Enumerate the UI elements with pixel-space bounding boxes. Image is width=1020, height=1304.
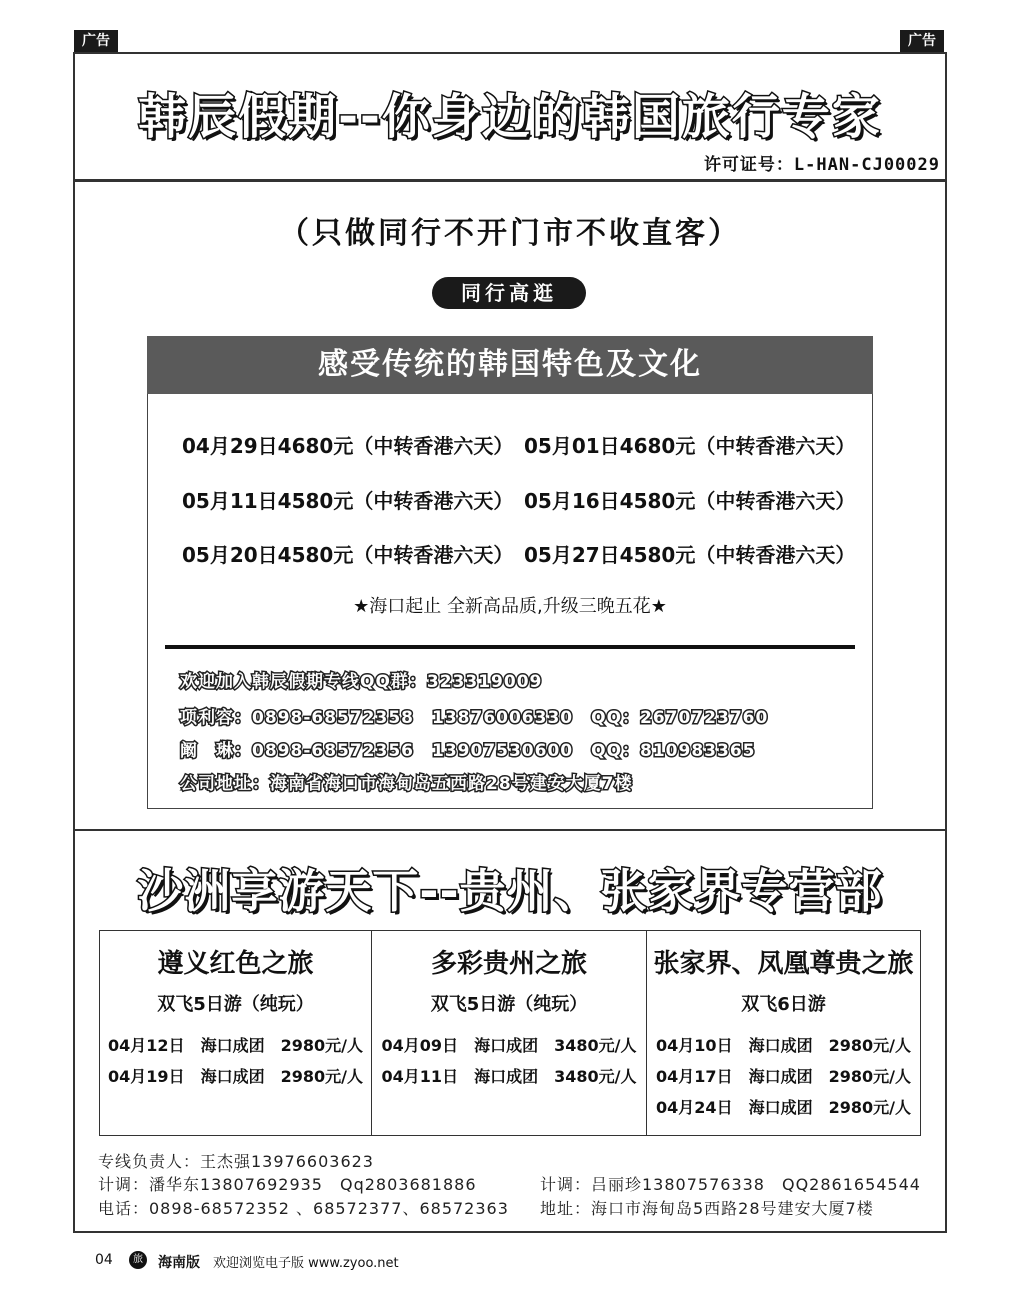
tour-row: 04月24日 海口成团 2980元/人 bbox=[656, 1098, 911, 1117]
tour-column bbox=[100, 931, 372, 1135]
tour-row: 04月19日 海口成团 2980元/人 bbox=[108, 1067, 363, 1086]
logo-icon: 旅 bbox=[129, 1251, 147, 1269]
departure-note: ★海口起止 全新高品质,升级三晚五花★ bbox=[353, 596, 667, 617]
tour-subtitle: 双飞6日游 bbox=[741, 994, 826, 1015]
box-divider bbox=[165, 645, 855, 649]
departure-item: 05月16日4580元（中转香港六天） bbox=[524, 489, 856, 513]
tour-row: 04月11日 海口成团 3480元/人 bbox=[381, 1067, 637, 1086]
departure-item: 05月27日4580元（中转香港六天） bbox=[524, 543, 856, 567]
slogan: （只做同行不开门市不收直客） bbox=[279, 216, 741, 251]
ad-tag-right: 广告 bbox=[900, 30, 944, 52]
contact-line: 项利容：0898-68572358 13876006330 QQ：2670723760 bbox=[180, 708, 769, 728]
phone-line: 电话：0898-68572352 、68572377、68572363 bbox=[98, 1199, 509, 1218]
address-line-bottom: 地址：海口市海甸岛5西路28号建安大厦7楼 bbox=[540, 1199, 874, 1218]
edition-label: 海南版 bbox=[158, 1255, 200, 1271]
section-divider bbox=[73, 829, 947, 831]
tour-name: 遵义红色之旅 bbox=[157, 949, 314, 979]
tour-row: 04月10日 海口成团 2980元/人 bbox=[656, 1036, 911, 1055]
contact-line: 阚 琳：0898-68572356 13907530600 QQ：810983365 bbox=[180, 741, 756, 761]
departure-item: 05月20日4580元（中转香港六天） bbox=[182, 543, 514, 567]
footer-url-text: 欢迎浏览电子版 www.zyoo.net bbox=[213, 1256, 399, 1271]
tours-table bbox=[99, 930, 921, 1136]
tour-name: 多彩贵州之旅 bbox=[430, 949, 587, 979]
address-line: 公司地址：海南省海口市海甸岛五西路28号建安大厦7楼 bbox=[180, 774, 633, 794]
badge-label: 同行高逛 bbox=[461, 281, 557, 305]
tour-row: 04月09日 海口成团 3480元/人 bbox=[381, 1036, 637, 1055]
departure-item: 05月01日4680元（中转香港六天） bbox=[524, 434, 856, 458]
page-number: 04 bbox=[95, 1252, 113, 1268]
planner-line-left: 计调：潘华东13807692935 Qq2803681886 bbox=[98, 1175, 477, 1194]
tour-row: 04月12日 海口成团 2980元/人 bbox=[108, 1036, 363, 1055]
tour-row: 04月17日 海口成团 2980元/人 bbox=[656, 1067, 911, 1086]
top-ad-title: 韩辰假期--你身边的韩国旅行专家 bbox=[138, 89, 882, 145]
tour-column bbox=[647, 931, 920, 1135]
planner-line-right: 计调：吕丽珍13807576338 QQ2861654544 bbox=[540, 1175, 921, 1194]
tour-subtitle: 双飞5日游（纯玩） bbox=[430, 994, 588, 1015]
departure-item: 04月29日4680元（中转香港六天） bbox=[182, 434, 514, 458]
header-divider bbox=[73, 179, 947, 182]
tour-subtitle: 双飞5日游（纯玩） bbox=[157, 994, 314, 1015]
manager-line: 专线负责人：王杰强13976603623 bbox=[98, 1152, 374, 1171]
departure-item: 05月11日4580元（中转香港六天） bbox=[182, 489, 514, 513]
tour-name: 张家界、凤凰尊贵之旅 bbox=[653, 949, 914, 979]
bottom-ad-title: 沙洲享游天下--贵州、张家界专营部 bbox=[137, 864, 883, 918]
tour-column bbox=[372, 931, 647, 1135]
license-number: 许可证号：L-HAN-CJ00029 bbox=[703, 155, 940, 175]
box-header-text: 感受传统的韩国特色及文化 bbox=[318, 347, 702, 382]
ad-tag-left: 广告 bbox=[74, 30, 118, 52]
qq-group-line: 欢迎加入韩辰假期专线QQ群：323319009 bbox=[180, 672, 543, 692]
